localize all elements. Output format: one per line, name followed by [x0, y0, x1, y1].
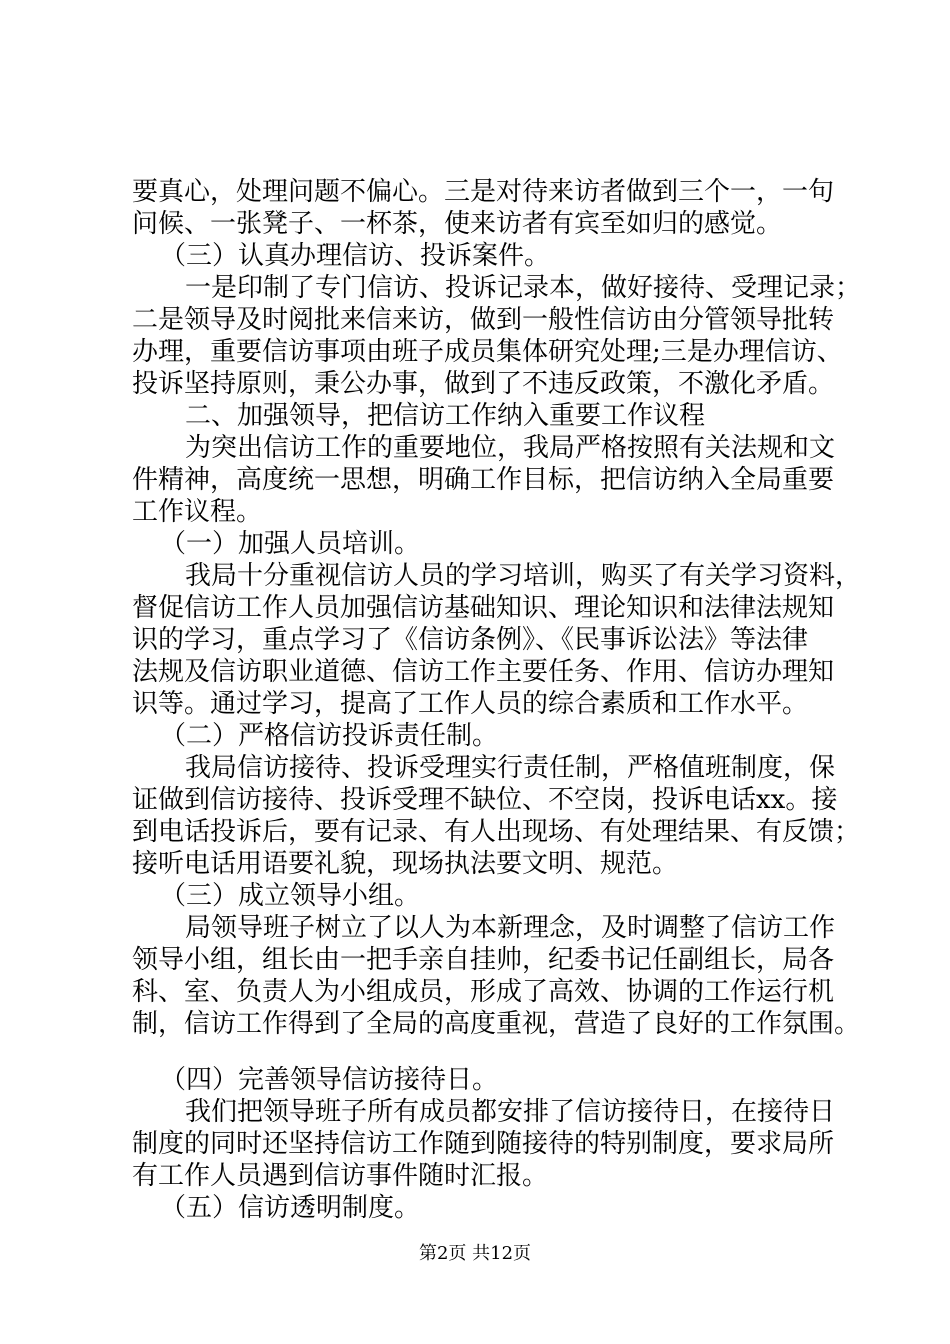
body-text-line: 为突出信访工作的重要地位，我局严格按照有关法规和文 [185, 433, 836, 463]
body-text-line: 科、室、负责人为小组成员，形成了高效、协调的工作运行机 [132, 977, 835, 1007]
body-text-line: 一是印制了专门信访、投诉记录本，做好接待、受理记录； [185, 273, 862, 303]
body-text-line: 投诉坚持原则，秉公办事，做到了不违反政策，不激化矛盾。 [132, 369, 835, 399]
body-text-line: 接听电话用语要礼貌，现场执法要文明、规范。 [132, 849, 679, 879]
body-text-line: 到电话投诉后，要有记录、有人出现场、有处理结果、有反馈； [132, 817, 861, 847]
section-heading: （五）信访透明制度。 [160, 1193, 421, 1223]
body-text-line: 要真心，处理问题不偏心。三是对待来访者做到三个一，一句 [132, 177, 835, 207]
body-text-line: 制，信访工作得到了全局的高度重视，营造了良好的工作氛围。 [132, 1009, 861, 1039]
body-text-line: 办理，重要信访事项由班子成员集体研究处理;三是办理信访、 [132, 337, 843, 367]
page-number-footer: 第2页 共12页 [418, 1243, 532, 1264]
body-text-line: 我们把领导班子所有成员都安排了信访接待日，在接待日 [185, 1097, 836, 1127]
body-text-line: 工作议程。 [132, 497, 263, 527]
section-heading: （四）完善领导信访接待日。 [160, 1065, 499, 1095]
body-text-line: 法规及信访职业道德、信访工作主要任务、作用、信访办理知 [132, 657, 835, 687]
section-heading: （三）认真办理信访、投诉案件。 [160, 241, 551, 271]
section-heading: （三）成立领导小组。 [160, 881, 421, 911]
section-heading: 二、加强领导，把信访工作纳入重要工作议程 [185, 401, 706, 431]
body-text-line: 制度的同时还坚持信访工作随到随接待的特别制度，要求局所 [132, 1129, 835, 1159]
body-text-line: 证做到信访接待、投诉受理不缺位、不空岗，投诉电话xx。接 [132, 785, 838, 815]
body-text-line: 二是领导及时阅批来信来访，做到一般性信访由分管领导批转 [132, 305, 835, 335]
body-text-line: 领导小组，组长由一把手亲自挂帅，纪委书记任副组长，局各 [132, 945, 835, 975]
section-heading: （二）严格信访投诉责任制。 [160, 721, 499, 751]
body-text-line: 局领导班子树立了以人为本新理念，及时调整了信访工作 [185, 913, 836, 943]
body-text-line: 我局十分重视信访人员的学习培训，购买了有关学习资料， [185, 561, 862, 591]
body-text-line: 问候、一张凳子、一杯茶，使来访者有宾至如归的感觉。 [132, 209, 783, 239]
section-heading: （一）加强人员培训。 [160, 529, 421, 559]
body-text-line: 我局信访接待、投诉受理实行责任制，严格值班制度，保 [185, 753, 836, 783]
body-text-line: 识的学习，重点学习了《信访条例》、《民事诉讼法》等法律 [132, 625, 809, 655]
body-text-line: 督促信访工作人员加强信访基础知识、理论知识和法律法规知 [132, 593, 835, 623]
body-text-line: 识等。通过学习，提高了工作人员的综合素质和工作水平。 [132, 689, 809, 719]
body-text-line: 件精神，高度统一思想，明确工作目标，把信访纳入全局重要 [132, 465, 835, 495]
body-text-line: 有工作人员遇到信访事件随时汇报。 [132, 1161, 549, 1191]
